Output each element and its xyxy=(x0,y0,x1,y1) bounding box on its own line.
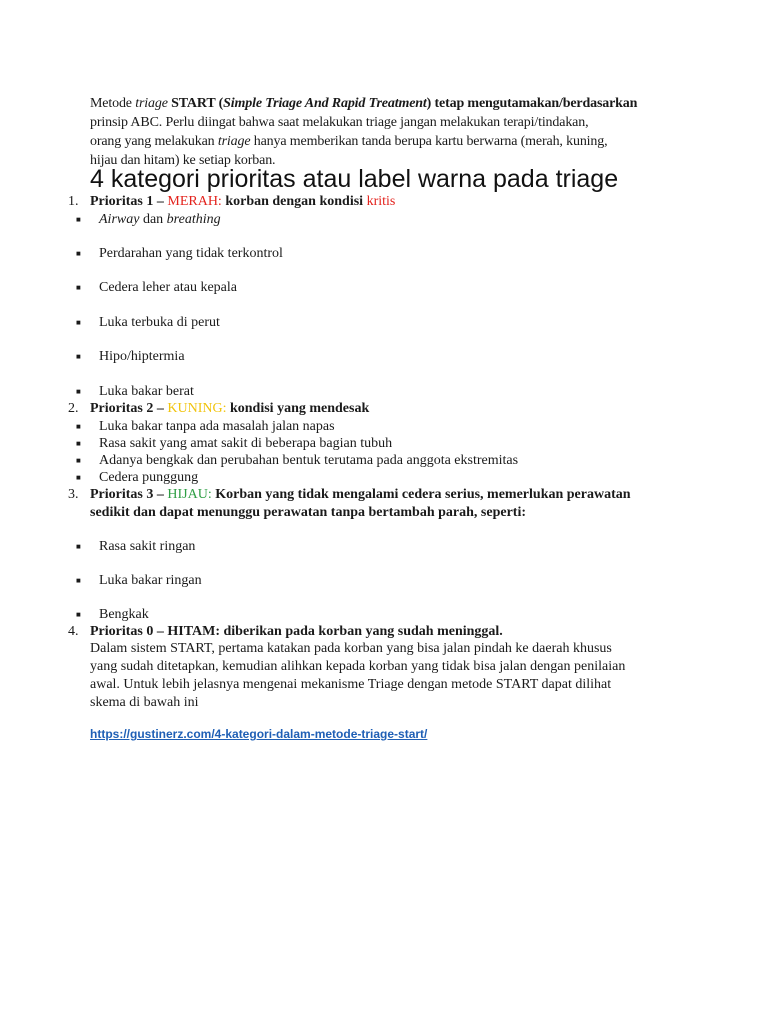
list-number: 3. xyxy=(68,487,79,502)
bullet-icon: ■ xyxy=(76,439,81,448)
intro-triage-italic: triage xyxy=(135,96,168,111)
bullet-icon: ■ xyxy=(76,352,81,361)
intro-line-4: hijau dan hitam) ke setiap korban. xyxy=(90,153,276,168)
priority-description: kondisi yang mendesak xyxy=(226,401,370,416)
list-item-text: Cedera punggung xyxy=(99,470,199,485)
intro-start-bold: START ( xyxy=(167,96,224,111)
bullet-icon: ■ xyxy=(76,610,81,619)
intro-text: hanya memberikan tanda berupa kartu berwarna (merah, kuning, xyxy=(250,134,608,149)
priority-prefix: Prioritas 1 – xyxy=(90,194,168,209)
list-item-text: Bengkak xyxy=(99,607,149,622)
bullet-icon: ■ xyxy=(76,422,81,431)
bullet-icon: ■ xyxy=(76,456,81,465)
priority-2-title xyxy=(90,400,369,418)
intro-triage-italic: triage xyxy=(217,134,251,149)
list-number: 4. xyxy=(68,624,79,639)
priority-color-word: KUNING: xyxy=(167,401,227,416)
priority-description-continued: sedikit dan dapat menunggu perawatan tanpa bertambah parah, seperti: xyxy=(90,505,526,520)
priority-prefix: Prioritas 3 – xyxy=(90,487,168,502)
intro-line-1 xyxy=(90,94,690,113)
bullet-icon: ■ xyxy=(76,283,81,292)
list-item-text: Luka terbuka di perut xyxy=(99,315,220,330)
list-number: 1. xyxy=(68,194,79,209)
list-number: 2. xyxy=(68,401,79,416)
list-item-text: Rasa sakit ringan xyxy=(99,539,196,554)
priority-prefix: Prioritas 2 – xyxy=(90,401,168,416)
intro-paragraph xyxy=(90,94,690,170)
priority-1-title xyxy=(90,193,395,211)
closing-line: skema di bawah ini xyxy=(90,695,199,710)
source-link[interactable]: https://gustinerz.com/4-kategori-dalam-metode-triage-start/ xyxy=(90,727,428,741)
breathing-text: breathing xyxy=(166,212,221,227)
bullet-icon: ■ xyxy=(76,387,81,396)
list-item-text: Rasa sakit yang amat sakit di beberapa bagian tubuh xyxy=(99,436,393,451)
list-item-text: Luka bakar berat xyxy=(99,384,194,399)
list-item-text: Luka bakar tanpa ada masalah jalan napas xyxy=(99,419,335,434)
intro-line-2: prinsip ABC. Perlu diingat bahwa saat melakukan triage jangan melakukan terapi/tindakan, xyxy=(90,115,589,130)
intro-text: Metode xyxy=(90,96,136,111)
bullet-icon: ■ xyxy=(76,215,81,224)
section-heading: 4 kategori prioritas atau label warna pada triage xyxy=(90,165,619,193)
bullet-icon: ■ xyxy=(76,473,81,482)
intro-line-3 xyxy=(90,132,690,151)
list-item-text xyxy=(99,211,221,229)
priority-3-title xyxy=(90,486,631,504)
intro-text: orang yang melakukan xyxy=(90,134,218,149)
bullet-icon: ■ xyxy=(76,542,81,551)
bullet-icon: ■ xyxy=(76,318,81,327)
priority-color-word: MERAH: xyxy=(167,194,222,209)
bullet-icon: ■ xyxy=(76,249,81,258)
intro-text-end: ) tetap mengutamakan/berdasarkan xyxy=(426,96,638,111)
list-item-text: Perdarahan yang tidak terkontrol xyxy=(99,246,283,261)
list-item-text: Adanya bengkak dan perubahan bentuk terutama pada anggota ekstremitas xyxy=(99,453,519,468)
closing-paragraph xyxy=(90,640,690,712)
closing-line: yang sudah ditetapkan, kemudian alihkan kepada korban yang tidak bisa jalan dengan penilaian xyxy=(90,659,626,674)
airway-text: Airway xyxy=(99,212,140,227)
priority-critical-word: kritis xyxy=(366,194,396,209)
and-text: dan xyxy=(142,212,164,227)
list-item-text: Luka bakar ringan xyxy=(99,573,202,588)
priority-color-word: HIJAU: xyxy=(167,487,212,502)
intro-start-expansion: Simple Triage And Rapid Treatment xyxy=(223,96,427,111)
list-item-text: Hipo/hiptermia xyxy=(99,349,185,364)
closing-line: awal. Untuk lebih jelasnya mengenai mekanisme Triage dengan metode START dapat dilihat xyxy=(90,677,612,692)
priority-description: Korban yang tidak mengalami cedera serius, memerlukan perawatan xyxy=(211,487,631,502)
list-item-text: Cedera leher atau kepala xyxy=(99,280,237,295)
bullet-icon: ■ xyxy=(76,576,81,585)
priority-4-title: Prioritas 0 – HITAM: diberikan pada korban yang sudah meninggal. xyxy=(90,624,503,639)
closing-line: Dalam sistem START, pertama katakan pada korban yang bisa jalan pindah ke daerah khusus xyxy=(90,641,612,656)
priority-description: korban dengan kondisi xyxy=(221,194,367,209)
